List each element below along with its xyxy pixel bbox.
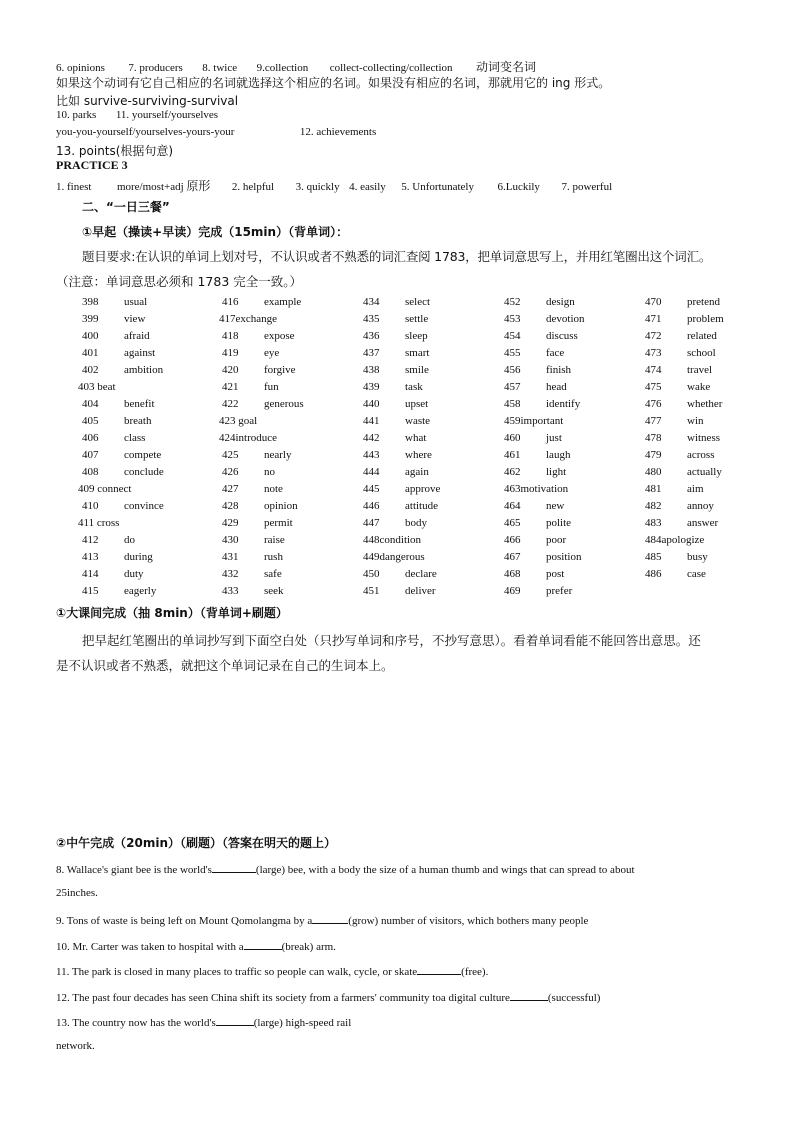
vocab-number: 431 xyxy=(222,551,239,563)
vocab-word: actually xyxy=(687,466,722,478)
vocab-word: post xyxy=(546,568,565,580)
vocab-word: safe xyxy=(264,568,282,580)
vocab-word: nearly xyxy=(264,449,292,461)
question-text: 10. Mr. Carter was taken to hospital with a xyxy=(56,941,244,953)
answer-blank[interactable] xyxy=(244,938,282,950)
answer-item: 2. helpful xyxy=(231,181,275,193)
vocab-number: 444 xyxy=(363,466,380,478)
vocab-word: example xyxy=(264,296,302,308)
answer-blank[interactable] xyxy=(212,861,256,873)
answer-item: 9.collection xyxy=(256,62,309,74)
vocab-word: win xyxy=(687,415,704,427)
answer-item: 8. twice xyxy=(202,62,238,74)
vocab-word: case xyxy=(687,568,706,580)
vocab-word: afraid xyxy=(124,330,150,342)
vocab-word: settle xyxy=(405,313,429,325)
answer-item: 原形 xyxy=(186,179,211,193)
vocab-number: 436 xyxy=(363,330,380,342)
question-text: (large) bee, with a body the size of a human thumb and wings that can spread to about xyxy=(255,864,635,876)
vocab-number: 483 xyxy=(645,517,662,529)
vocab-number: 467 xyxy=(504,551,521,563)
vocab-word: forgive xyxy=(264,364,296,376)
vocab-word: generous xyxy=(264,398,304,410)
vocab-word: problem xyxy=(687,313,724,325)
vocab-number: 434 xyxy=(363,296,380,308)
vocab-word: no xyxy=(264,466,275,478)
question-text: 11. The park is closed in many places to traffic so people can walk, cycle, or skate xyxy=(56,966,418,978)
question-12 xyxy=(56,989,600,1004)
answer-item: 4. easily xyxy=(349,181,386,193)
vocab-number: 409 connect xyxy=(78,483,132,495)
vocab-number: 468 xyxy=(504,568,521,580)
vocab-word: deliver xyxy=(405,585,436,597)
answer-item: 6. opinions xyxy=(56,62,105,74)
vocab-number: 433 xyxy=(222,585,239,597)
vocab-word: approve xyxy=(405,483,441,495)
vocab-number: 423 goal xyxy=(219,415,258,427)
break-paragraph-line-1: 把早起红笔圈出的单词抄写到下面空白处（只抄写单词和序号，不抄写意思）。看着单词看能不能回答出意思。还 xyxy=(82,633,701,648)
answer-line-5 xyxy=(56,126,376,138)
vocab-number: 448condition xyxy=(363,534,422,546)
vocab-word: related xyxy=(687,330,717,342)
vocab-number: 421 xyxy=(222,381,239,393)
vocab-word: busy xyxy=(687,551,708,563)
vocab-word: design xyxy=(546,296,575,308)
vocab-word: declare xyxy=(405,568,437,580)
vocab-number: 429 xyxy=(222,517,239,529)
requirement-line-2: （注意：单词意思必须和 1783 完全一致。） xyxy=(56,274,303,289)
answer-item: 7. producers xyxy=(128,62,183,74)
vocab-number: 398 xyxy=(82,296,99,308)
vocab-word: benefit xyxy=(124,398,155,410)
requirement-line-1: 题目要求:在认识的单词上划对号，不认识或者不熟悉的词汇查阅 1783，把单词意思写上，并用红笔圈出这个词汇。 xyxy=(82,249,712,264)
vocab-word: aim xyxy=(687,483,704,495)
vocab-number: 414 xyxy=(82,568,99,580)
answer-item: 12. achievements xyxy=(299,126,377,138)
question-text: 12. The past four decades has seen China shift its society from a farmers' community toa digital culture xyxy=(56,992,510,1004)
vocab-number: 430 xyxy=(222,534,239,546)
question-text: 8. Wallace's giant bee is the world's xyxy=(56,864,212,876)
vocab-number: 422 xyxy=(222,398,239,410)
question-text: (large) high-speed rail xyxy=(253,1017,352,1029)
vocab-number: 405 xyxy=(82,415,99,427)
answer-line-4 xyxy=(56,109,218,121)
vocab-word: poor xyxy=(546,534,567,546)
question-11 xyxy=(56,963,488,978)
break-title: ①大课间完成（抽 8min）（背单词+刷题） xyxy=(56,606,288,620)
vocab-number: 406 xyxy=(82,432,99,444)
vocab-word: witness xyxy=(687,432,720,444)
morning-title: ①早起（操读+早读）完成（15min）（背单词）： xyxy=(82,225,349,239)
vocab-number: 410 xyxy=(82,500,99,512)
vocab-number: 401 xyxy=(82,347,99,359)
vocab-number: 403 beat xyxy=(78,381,116,393)
question-8 xyxy=(56,861,635,876)
question-text: (free). xyxy=(461,966,489,978)
vocab-word: eagerly xyxy=(124,585,157,597)
vocab-number: 441 xyxy=(363,415,380,427)
vocab-number: 412 xyxy=(82,534,99,546)
vocab-number: 481 xyxy=(645,483,662,495)
answer-item: 13. points(根据句意) xyxy=(56,144,174,158)
answer-line-7 xyxy=(56,177,612,194)
answer-item: collect-collecting/collection xyxy=(329,62,453,74)
vocab-number: 438 xyxy=(363,364,380,376)
vocab-word: devotion xyxy=(546,313,585,325)
vocab-number: 442 xyxy=(363,432,380,444)
vocab-word: discuss xyxy=(546,330,578,342)
vocab-number: 452 xyxy=(504,296,521,308)
question-text: 9. Tons of waste is being left on Mount Qomolangma by a xyxy=(56,915,313,927)
vocab-number: 440 xyxy=(363,398,380,410)
question-9 xyxy=(56,912,588,927)
vocab-word: where xyxy=(405,449,432,461)
vocab-number: 462 xyxy=(504,466,521,478)
answer-blank[interactable] xyxy=(312,912,348,924)
vocab-word: do xyxy=(124,534,135,546)
vocab-number: 486 xyxy=(645,568,662,580)
vocab-number: 464 xyxy=(504,500,521,512)
answer-line-6 xyxy=(56,142,173,159)
vocab-number: 418 xyxy=(222,330,239,342)
answer-item: 3. quickly xyxy=(295,181,340,193)
answer-example: 比如 survive-surviving-survival xyxy=(56,94,239,108)
answer-blank[interactable] xyxy=(510,989,548,1001)
vocab-word: school xyxy=(687,347,716,359)
vocab-number: 399 xyxy=(82,313,99,325)
vocab-word: light xyxy=(546,466,567,478)
vocab-number: 407 xyxy=(82,449,99,461)
vocab-word: upset xyxy=(405,398,429,410)
noon-title: ②中午完成（20min）（刷题）（答案在明天的题上） xyxy=(56,836,337,850)
vocab-word: convince xyxy=(124,500,164,512)
vocab-number: 456 xyxy=(504,364,521,376)
vocab-number: 469 xyxy=(504,585,521,597)
vocab-word: face xyxy=(546,347,565,359)
vocab-word: answer xyxy=(687,517,719,529)
vocab-number: 459important xyxy=(504,415,564,427)
answer-item: 6.Luckily xyxy=(497,181,540,193)
vocab-number: 474 xyxy=(645,364,662,376)
vocab-number: 439 xyxy=(363,381,380,393)
question-10 xyxy=(56,938,336,953)
vocab-number: 449dangerous xyxy=(363,551,425,563)
vocab-word: waste xyxy=(405,415,431,427)
vocab-number: 458 xyxy=(504,398,521,410)
question-text: (break) arm. xyxy=(281,941,336,953)
vocab-word: select xyxy=(405,296,431,308)
vocab-word: opinion xyxy=(264,500,298,512)
vocab-number: 416 xyxy=(222,296,239,308)
vocab-word: pretend xyxy=(687,296,720,308)
vocab-number: 447 xyxy=(363,517,380,529)
answer-note: 动词变名词 xyxy=(476,60,537,74)
vocab-number: 426 xyxy=(222,466,239,478)
vocab-word: task xyxy=(405,381,423,393)
vocab-word: travel xyxy=(687,364,713,376)
question-text: (successful) xyxy=(547,992,601,1004)
vocab-number: 420 xyxy=(222,364,239,376)
vocab-word: fun xyxy=(264,381,279,393)
section-heading: 二、“一日三餐” xyxy=(82,200,170,214)
answer-blank[interactable] xyxy=(417,963,461,975)
vocab-number: 404 xyxy=(82,398,99,410)
vocab-number: 446 xyxy=(363,500,380,512)
answer-item: 1. finest xyxy=(56,181,92,193)
vocab-number: 424introduce xyxy=(219,432,278,444)
vocab-number: 485 xyxy=(645,551,662,563)
vocab-number: 460 xyxy=(504,432,521,444)
vocab-word: against xyxy=(124,347,156,359)
answer-item: 11. yourself/yourselves xyxy=(115,109,219,121)
practice-title: PRACTICE 3 xyxy=(56,158,128,172)
vocab-word: polite xyxy=(546,517,572,529)
vocab-number: 466 xyxy=(504,534,521,546)
vocab-number: 417exchange xyxy=(219,313,278,325)
vocab-word: permit xyxy=(264,517,293,529)
vocab-word: breath xyxy=(124,415,152,427)
vocab-word: rush xyxy=(264,551,283,563)
vocab-word: finish xyxy=(546,364,572,376)
vocab-word: new xyxy=(546,500,565,512)
vocab-number: 463motivation xyxy=(504,483,569,495)
break-paragraph-line-2: 是不认识或者不熟悉，就把这个单词记录在自己的生词本上。 xyxy=(56,658,394,673)
vocab-number: 402 xyxy=(82,364,99,376)
vocab-number: 400 xyxy=(82,330,99,342)
vocab-number: 472 xyxy=(645,330,662,342)
vocab-number: 457 xyxy=(504,381,521,393)
vocab-word: smile xyxy=(405,364,429,376)
vocab-number: 476 xyxy=(645,398,662,410)
vocab-number: 484apologize xyxy=(645,534,705,546)
vocab-word: sleep xyxy=(405,330,428,342)
vocab-number: 465 xyxy=(504,517,521,529)
vocab-word: again xyxy=(405,466,429,478)
answer-line-1 xyxy=(56,58,536,75)
vocab-word: annoy xyxy=(687,500,714,512)
vocab-number: 478 xyxy=(645,432,662,444)
vocab-number: 445 xyxy=(363,483,380,495)
vocab-word: conclude xyxy=(124,466,164,478)
vocab-word: laugh xyxy=(546,449,571,461)
question-text: (grow) number of visitors, which bothers many people xyxy=(348,915,589,927)
vocab-number: 450 xyxy=(363,568,380,580)
question-13-continued: network. xyxy=(56,1040,95,1052)
vocab-number: 482 xyxy=(645,500,662,512)
vocab-word: body xyxy=(405,517,427,529)
vocab-number: 475 xyxy=(645,381,662,393)
vocab-word: identify xyxy=(546,398,581,410)
vocab-number: 473 xyxy=(645,347,662,359)
vocab-word: attitude xyxy=(405,500,438,512)
answer-item: you-you-yourself/yourselves-yours-your xyxy=(56,126,235,138)
question-13 xyxy=(56,1014,351,1029)
vocab-number: 435 xyxy=(363,313,380,325)
vocab-word: during xyxy=(124,551,153,563)
vocab-number: 408 xyxy=(82,466,99,478)
vocab-number: 455 xyxy=(504,347,521,359)
vocab-number: 419 xyxy=(222,347,239,359)
answer-item: 5. Unfortunately xyxy=(401,181,474,193)
vocab-word: compete xyxy=(124,449,162,461)
vocab-number: 480 xyxy=(645,466,662,478)
vocab-number: 443 xyxy=(363,449,380,461)
vocab-number: 471 xyxy=(645,313,662,325)
answer-item: more/most+adj xyxy=(116,181,184,193)
vocab-word: head xyxy=(546,381,567,393)
vocab-number: 479 xyxy=(645,449,662,461)
question-text: 13. The country now has the world's xyxy=(56,1017,216,1029)
vocab-number: 470 xyxy=(645,296,662,308)
answer-line-3 xyxy=(56,92,238,109)
vocab-word: duty xyxy=(124,568,144,580)
vocab-number: 411 cross xyxy=(78,517,120,529)
vocab-word: smart xyxy=(405,347,430,359)
vocab-word: view xyxy=(124,313,146,325)
vocab-number: 427 xyxy=(222,483,239,495)
answer-line-2: 如果这个动词有它自己相应的名词就选择这个相应的名词。如果没有相应的名词，那就用它的 ing 形式。 xyxy=(56,76,611,90)
vocab-word: position xyxy=(546,551,582,563)
answer-item: 7. powerful xyxy=(561,181,613,193)
vocab-number: 451 xyxy=(363,585,380,597)
vocab-number: 454 xyxy=(504,330,521,342)
vocab-word: class xyxy=(124,432,146,444)
vocab-word: seek xyxy=(264,585,284,597)
vocab-number: 415 xyxy=(82,585,99,597)
vocab-word: across xyxy=(687,449,715,461)
vocab-word: ambition xyxy=(124,364,164,376)
vocab-word: raise xyxy=(264,534,285,546)
vocab-word: what xyxy=(405,432,427,444)
vocab-number: 432 xyxy=(222,568,239,580)
vocab-word: prefer xyxy=(546,585,573,597)
vocab-number: 437 xyxy=(363,347,380,359)
vocab-number: 453 xyxy=(504,313,521,325)
vocab-number: 477 xyxy=(645,415,662,427)
vocab-number: 425 xyxy=(222,449,239,461)
vocab-word: usual xyxy=(124,296,148,308)
vocab-word: whether xyxy=(687,398,723,410)
vocab-word: expose xyxy=(264,330,295,342)
vocab-word: wake xyxy=(687,381,711,393)
answer-blank[interactable] xyxy=(216,1014,254,1026)
vocab-word: just xyxy=(546,432,562,444)
vocab-number: 428 xyxy=(222,500,239,512)
vocab-word: note xyxy=(264,483,283,495)
vocab-number: 413 xyxy=(82,551,99,563)
answer-item: 10. parks xyxy=(56,109,97,121)
question-8-continued: 25inches. xyxy=(56,887,98,899)
vocab-word: eye xyxy=(264,347,280,359)
vocab-number: 461 xyxy=(504,449,521,461)
